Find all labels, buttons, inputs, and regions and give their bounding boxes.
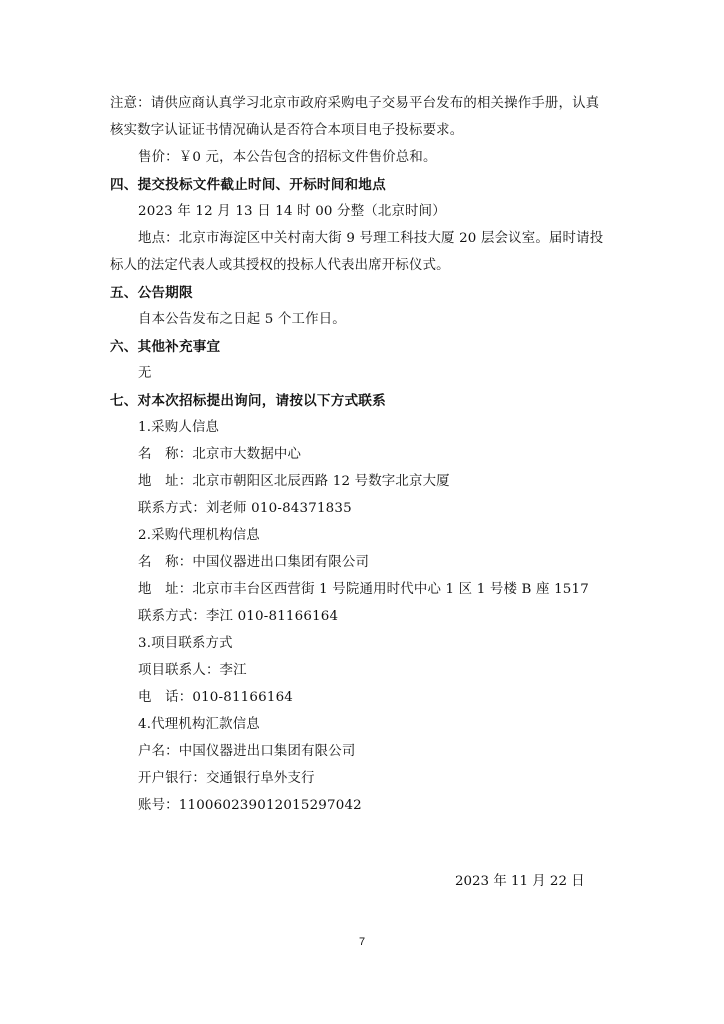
announcement-period: 自本公告发布之日起 5 个工作日。 [138, 312, 346, 327]
bank-name: 开户银行：交通银行阜外支行 [138, 771, 315, 786]
section-7-heading: 七、对本次招标提出询问，请按以下方式联系 [110, 393, 386, 409]
location-line-2: 标人的法定代表人或其授权的投标人代表出席开标仪式。 [110, 258, 450, 273]
purchaser-address: 地 址：北京市朝阳区北辰西路 12 号数字北京大厦 [138, 474, 450, 489]
document-date: 2023 年 11 月 22 日 [455, 874, 585, 889]
bank-info-title: 4.代理机构汇款信息 [138, 717, 260, 732]
project-contact-phone: 电 话：010-81166164 [138, 690, 294, 705]
purchaser-title: 1.采购人信息 [138, 420, 220, 435]
price-line: 售价：￥0 元，本公告包含的招标文件售价总和。 [138, 150, 437, 165]
purchaser-name: 名 称：北京市大数据中心 [138, 447, 302, 462]
notice-line-1: 注意：请供应商认真学习北京市政府采购电子交易平台发布的相关操作手册，认真 [110, 96, 600, 111]
bank-account-number: 账号：110060239012015297042 [138, 798, 362, 813]
bank-account-name: 户名：中国仪器进出口集团有限公司 [138, 744, 356, 759]
deadline-time: 2023 年 12 月 13 日 14 时 00 分整（北京时间） [138, 204, 446, 219]
other-matters: 无 [138, 366, 152, 381]
location-line-1: 地点：北京市海淀区中关村南大街 9 号理工科技大厦 20 层会议室。届时请投 [138, 231, 604, 246]
project-contact-title: 3.项目联系方式 [138, 636, 233, 651]
purchaser-contact: 联系方式：刘老师 010-84371835 [138, 501, 352, 516]
section-6-heading: 六、其他补充事宜 [110, 339, 221, 355]
notice-line-2: 核实数字认证证书情况确认是否符合本项目电子投标要求。 [110, 123, 464, 138]
project-contact-person: 项目联系人：李江 [138, 663, 247, 678]
section-5-heading: 五、公告期限 [110, 285, 193, 301]
agency-title: 2.采购代理机构信息 [138, 528, 260, 543]
page-number: 7 [359, 936, 366, 948]
section-4-heading: 四、提交投标文件截止时间、开标时间和地点 [110, 177, 386, 193]
agency-name: 名 称：中国仪器进出口集团有限公司 [138, 555, 370, 570]
agency-address: 地 址：北京市丰台区西营街 1 号院通用时代中心 1 区 1 号楼 B 座 1517 [138, 582, 589, 597]
agency-contact: 联系方式：李江 010-81166164 [138, 609, 339, 624]
